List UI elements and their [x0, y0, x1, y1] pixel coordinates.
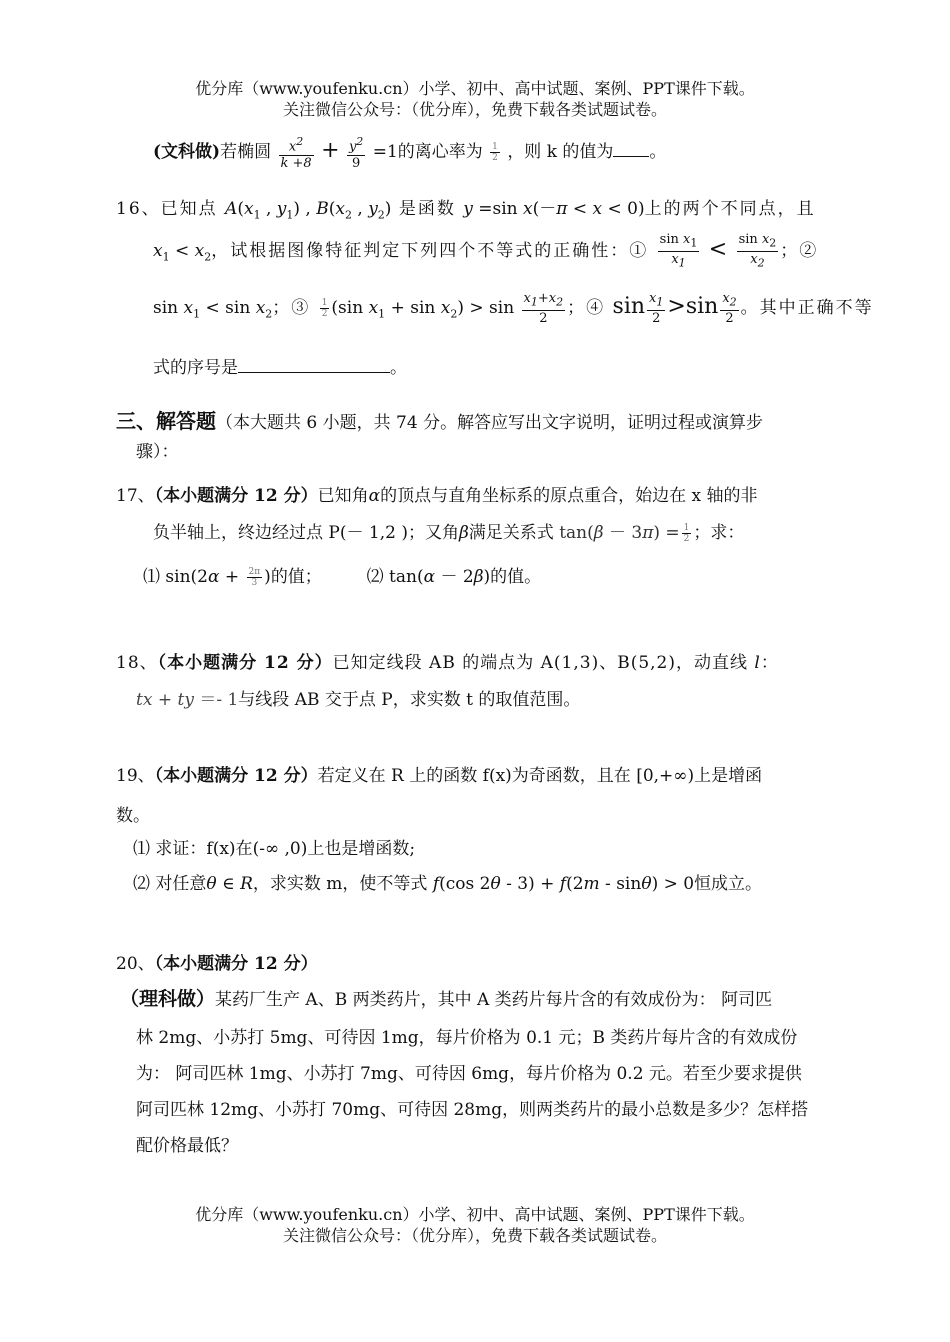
q17-text: 的值。 [490, 567, 542, 587]
q18-number: 18、 [116, 653, 158, 673]
part-label: ⑴ [133, 839, 150, 859]
q16-text: 已知点 [160, 199, 218, 219]
q18-score: （本小题满分 12 分） [157, 653, 333, 673]
q15-text-a: 若椭圆 [220, 142, 272, 162]
q17-text: 的值； [270, 567, 322, 587]
q17-line-2: 负半轴上，终边经过点 P(－ 1,2 )；又角β满足关系式 tan(β － 3π) = $\frac{1}{2}$ ；求： [153, 523, 745, 544]
q16-text: ；④ [567, 298, 606, 318]
part-label: ⑴ [143, 567, 160, 587]
q16-text: 。其中正确不等 [740, 298, 874, 318]
q15-tag: (文科做) [153, 142, 221, 162]
fraction-sinx2-over-x2: $\frac{\sin x_2}{x_2}$ [738, 232, 777, 270]
part-label: ⑵ [133, 874, 150, 894]
q16-text: 式的序号是 [153, 358, 238, 378]
answer-blank [613, 155, 649, 157]
q16-number: 16、 [116, 199, 161, 219]
header-line-2: 关注微信公众号：（优分库），免费下载各类试题试卷。 [282, 100, 667, 119]
q19-number: 19、 [116, 766, 155, 786]
q17-text: ；求： [693, 523, 745, 543]
fraction-sinx1-over-x1: $\frac{\sin x_1}{x_1}$ [659, 232, 698, 270]
section-3-desc-2: 骤）： [136, 442, 179, 462]
q19-text: 上是增函 [694, 766, 763, 786]
q20-line-4: 为： 阿司匹林 1mg、小苏打 7mg、可待因 6mg，每片价格为 0.2 元。若至少要求提供 [136, 1064, 802, 1084]
answer-blank [238, 371, 390, 373]
footer-line-2: 关注微信公众号：（优分库），免费下载各类试题试卷。 [282, 1226, 667, 1245]
q17-number: 17、 [116, 486, 155, 506]
q20-line-5: 阿司匹林 12mg、小苏打 70mg、可待因 28mg，则两类药片的最小总数是多少？怎样搭 [136, 1100, 809, 1120]
q16-line-1: 16、已知点 $A(x_1$ , $y_1$) , $B(x_2$ , $y_2$) 是函数 y =sin x(－π < x < 0)上的两个不同点，且 [116, 199, 816, 222]
q16-text: 是函数 [398, 199, 456, 219]
q18-text: 与线段 AB 交于点 P，求实数 t 的取值范围。 [238, 690, 581, 710]
q16-text: ；② [780, 241, 819, 261]
q19-score: （本小题满分 12 分） [154, 766, 318, 786]
q19-text: 上也是增函数; [307, 839, 416, 859]
q15-arts: (文科做)若椭圆 $\frac{x^2}{k +8}$ + $\frac{y^2}{9}$ =1的离心率为 $\frac{1}{2}$ ，则 k 的值为 。 [153, 135, 667, 171]
q15-end: 。 [649, 142, 667, 162]
footer-line-1: 优分库（www.youfenku.cn）小学、初中、高中试题、案例、PPT课件下载。 [195, 1205, 755, 1224]
q16-text: ；③ [272, 298, 311, 318]
q19-text: 对任意 [155, 874, 207, 894]
q17-line-1: 17、（本小题满分 12 分）已知角α的顶点与直角坐标系的原点重合，始边在 x 轴的非 [116, 486, 758, 506]
q19-line-1: 19、（本小题满分 12 分）若定义在 R 上的函数 f(x)为奇函数，且在 [0,+∞)上是增函 [116, 766, 763, 786]
q20-tag: （理科做） [120, 988, 216, 1010]
q19-text: 若定义在 R 上的函数 f(x)为奇函数，且在 [317, 766, 631, 786]
q19-part-1: ⑴ 求证：f(x)在(-∞ ,0)上也是增函数; [133, 839, 416, 859]
q18-line-1 [116, 652, 779, 674]
q16-end: 。 [390, 358, 407, 378]
q16-line-3: $\sin x_1 < \sin x_2$；③ $\frac{1}{2}$ (sin $x_1 + \sin x_2) > \sin$ $\frac{x_1+x_2}{2}$ ；④ sin $\frac{x_1}{2}$ >sin $\frac{x_2}{2}$ 。其中正确不等 [153, 291, 874, 326]
section-title: 三、解答题 [116, 409, 216, 433]
q20-score: （本小题满分 12 分） [154, 954, 318, 974]
line-l: l [754, 653, 761, 673]
part-label: ⑵ [366, 567, 384, 587]
q16-text: ，试根据图像特征判定下列四个不等式的正确性：① [211, 241, 649, 261]
q16-text: 上的两个不同点，且 [644, 199, 816, 219]
q16-line-2: $x_1 < x_2$，试根据图像特征判定下列四个不等式的正确性：① $\frac{\sin x_1}{x_1}$ < $\frac{\sin x_2}{x_2}$ ；② [153, 232, 819, 270]
q17-text: 满足关系式 [468, 523, 554, 543]
q17-score: （本小题满分 12 分） [154, 486, 318, 506]
q18-text: 已知定线段 AB 的端点为 A(1,3)、B(5,2)，动直线 [332, 653, 748, 673]
q15-text-c: ，则 k 的值为 [507, 142, 614, 162]
q16-line-4 [153, 357, 407, 379]
header-line-1: 优分库（www.youfenku.cn）小学、初中、高中试题、案例、PPT课件下载。 [195, 79, 755, 98]
q17-text: 已知角 [317, 486, 369, 506]
q20-line-3: 林 2mg、小苏打 5mg、可待因 1mg，每片价格为 0.1 元；B 类药片每片含的有效成份 [136, 1028, 798, 1048]
q20-line-2 [120, 988, 772, 1011]
q20-number: 20、 [116, 954, 155, 974]
q19-line-2: 数。 [116, 806, 150, 826]
q19-part-2: ⑵ 对任意θ ∈ R，求实数 m，使不等式 f(cos 2θ - 3) + f(2m - sinθ) > 0恒成立。 [133, 874, 763, 894]
q19-text: 恒成立。 [694, 874, 763, 894]
q19-text: 求证：f(x)在 [155, 839, 253, 859]
section-desc: （本大题共 6 小题，共 74 分。解答应写出文字说明，证明过程或演算步 [216, 413, 764, 433]
q19-text: ，求实数 m，使不等式 [252, 874, 428, 894]
fraction-x2-over-k8: $\frac{x^2}{k +8}$ [280, 135, 312, 171]
q18-line-2: tx + ty ＝- 1与线段 AB 交于点 P，求实数 t 的取值范围。 [136, 690, 581, 710]
q20-text: 某药厂生产 A、B 两类药片，其中 A 类药片每片含的有效成份为： 阿司匹 [215, 990, 773, 1010]
q20-line-1 [116, 953, 318, 975]
fraction-one-half: $\frac{1}{2}$ [492, 142, 498, 163]
q17-parts: ⑴ sin(2α + $\frac{2\pi}{3}$ )的值； ⑵ tan(α － 2β)的值。 [143, 567, 542, 588]
section-3-heading [116, 410, 763, 434]
q17-text: 的顶点与直角坐标系的原点重合，始边在 x 轴的非 [380, 486, 758, 506]
q18-text: ： [760, 653, 779, 673]
fraction-y2-over-9: $\frac{y^2}{9}$ [348, 135, 364, 171]
q20-line-6: 配价格最低？ [136, 1136, 238, 1156]
q15-text-b: =1的离心率为 [372, 142, 483, 162]
q17-text: 负半轴上，终边经过点 P(－ 1,2 )；又角 [153, 523, 459, 543]
